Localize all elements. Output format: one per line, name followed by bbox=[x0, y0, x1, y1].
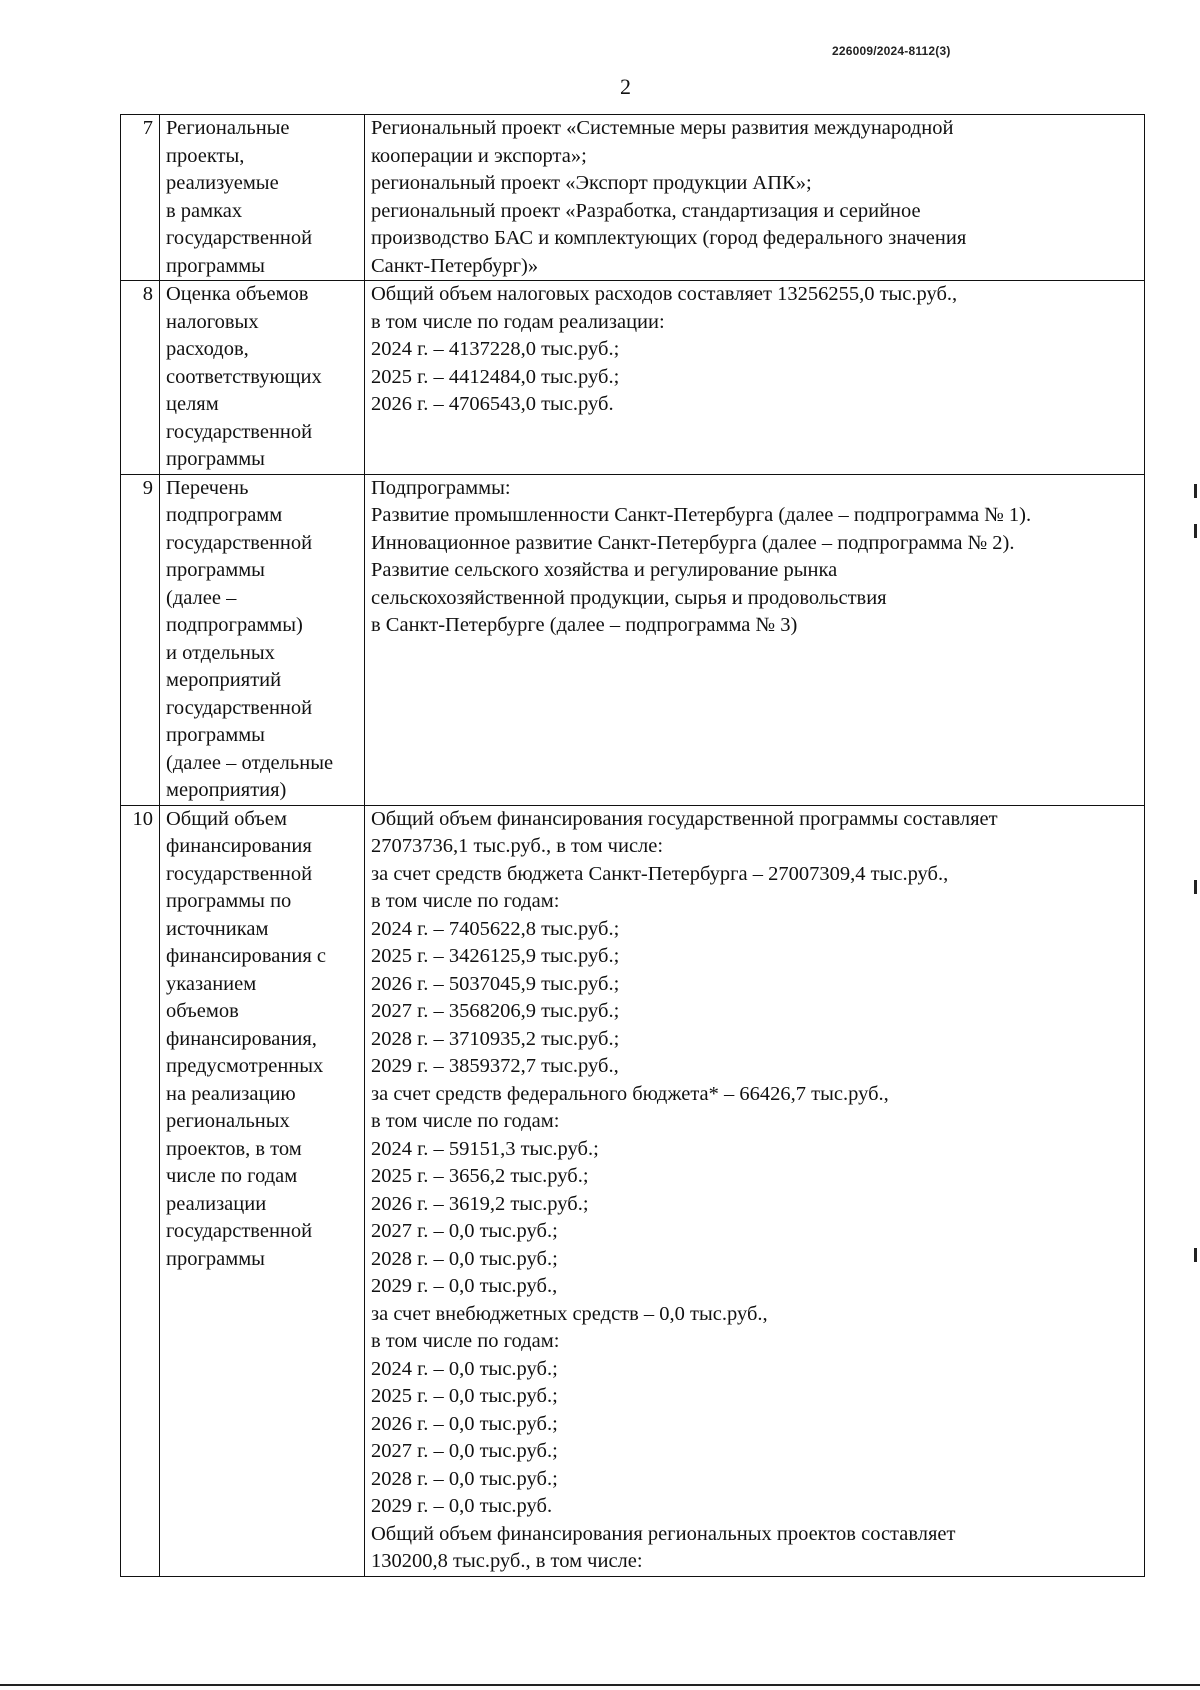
label-line: реализации bbox=[166, 1192, 267, 1215]
label-line: указанием bbox=[166, 972, 257, 995]
table-row bbox=[121, 474, 1145, 805]
label-line: финансирования bbox=[166, 835, 312, 857]
row-number: 9 bbox=[121, 474, 160, 805]
label-line: источникам bbox=[166, 917, 269, 940]
label-line: реализуемые bbox=[166, 172, 279, 194]
label-line: подпрограммы) bbox=[166, 614, 303, 636]
label-line: соответствующих bbox=[166, 365, 322, 388]
row-content bbox=[365, 115, 1145, 281]
label-line: государственной bbox=[166, 862, 313, 885]
content-line: в том числе по годам: bbox=[371, 1110, 560, 1132]
content-line: в том числе по годам: bbox=[371, 1330, 560, 1352]
content-line: 2026 г. – 3619,2 тыс.руб.; bbox=[371, 1192, 589, 1215]
label-line: (далее – bbox=[166, 586, 237, 609]
content-line: Санкт-Петербург)» bbox=[371, 254, 539, 277]
label-line: программы bbox=[166, 448, 265, 470]
row-number: 7 bbox=[121, 115, 160, 281]
label-line: числе по годам bbox=[166, 1165, 298, 1187]
content-line: Общий объем налоговых расходов составляет 13256255,0 тыс.руб., bbox=[371, 283, 958, 305]
scan-edge-mark bbox=[1194, 484, 1197, 498]
row-label bbox=[160, 805, 365, 1576]
content-line: 2027 г. – 0,0 тыс.руб.; bbox=[371, 1440, 558, 1462]
label-line: и отдельных bbox=[166, 641, 275, 664]
content-line: 2025 г. – 4412484,0 тыс.руб.; bbox=[371, 365, 620, 388]
label-line: Перечень bbox=[166, 476, 249, 499]
label-line: подпрограмм bbox=[166, 504, 283, 526]
content-line: 130200,8 тыс.руб., в том числе: bbox=[371, 1550, 643, 1572]
row-number: 8 bbox=[121, 281, 160, 475]
content-line: 2028 г. – 0,0 тыс.руб.; bbox=[371, 1467, 558, 1490]
label-line: государственной bbox=[166, 531, 313, 554]
label-line: программы bbox=[166, 724, 265, 746]
content-line: 2024 г. – 4137228,0 тыс.руб.; bbox=[371, 338, 620, 360]
label-line: целям bbox=[166, 393, 219, 415]
label-line: программы bbox=[166, 254, 265, 277]
content-line: производство БАС и комплектующих (город федерального значения bbox=[371, 227, 967, 249]
content-line: 2029 г. – 0,0 тыс.руб., bbox=[371, 1275, 558, 1297]
content-line: 2028 г. – 0,0 тыс.руб.; bbox=[371, 1247, 558, 1270]
scan-bottom-edge bbox=[0, 1684, 1200, 1686]
content-line: сельскохозяйственной продукции, сырья и продовольствия bbox=[371, 586, 887, 609]
label-line: налоговых bbox=[166, 310, 259, 333]
content-line: Инновационное развитие Санкт-Петербурга (далее – подпрограмма № 2). bbox=[371, 531, 1015, 554]
content-line: в Санкт-Петербурге (далее – подпрограмма № 3) bbox=[371, 614, 798, 636]
content-line: Развитие сельского хозяйства и регулирование рынка bbox=[371, 559, 838, 581]
row-content bbox=[365, 474, 1145, 805]
content-line: 2026 г. – 4706543,0 тыс.руб. bbox=[371, 393, 614, 415]
content-line: 2026 г. – 5037045,9 тыс.руб.; bbox=[371, 972, 620, 995]
content-line: Общий объем финансирования региональных проектов составляет bbox=[371, 1522, 956, 1545]
table-row bbox=[121, 281, 1145, 475]
label-line: предусмотренных bbox=[166, 1055, 324, 1077]
content-line: Общий объем финансирования государственной программы составляет bbox=[371, 807, 998, 830]
label-line: программы bbox=[166, 1247, 265, 1270]
label-line: на реализацию bbox=[166, 1082, 296, 1105]
content-line: за счет средств федерального бюджета* – 66426,7 тыс.руб., bbox=[371, 1082, 889, 1105]
content-line: 2025 г. – 3656,2 тыс.руб.; bbox=[371, 1165, 589, 1187]
program-passport-table bbox=[120, 114, 1145, 1577]
label-line: (далее – отдельные bbox=[166, 751, 334, 774]
content-line: 2024 г. – 0,0 тыс.руб.; bbox=[371, 1357, 558, 1380]
label-line: объемов bbox=[166, 1000, 239, 1022]
label-line: финансирования, bbox=[166, 1027, 317, 1050]
content-line: 2024 г. – 7405622,8 тыс.руб.; bbox=[371, 917, 620, 940]
content-line: в том числе по годам: bbox=[371, 890, 560, 912]
row-label bbox=[160, 281, 365, 475]
label-line: региональных bbox=[166, 1110, 290, 1132]
row-number: 10 bbox=[121, 805, 160, 1576]
content-line: за счет внебюджетных средств – 0,0 тыс.руб., bbox=[371, 1302, 768, 1325]
content-line: Региональный проект «Системные меры развития международной bbox=[371, 117, 954, 139]
content-line: 2027 г. – 0,0 тыс.руб.; bbox=[371, 1220, 558, 1242]
content-line: 2026 г. – 0,0 тыс.руб.; bbox=[371, 1412, 558, 1435]
content-line: региональный проект «Экспорт продукции АПК»; bbox=[371, 172, 812, 194]
content-line: региональный проект «Разработка, стандартизация и серийное bbox=[371, 199, 921, 222]
content-line: 2028 г. – 3710935,2 тыс.руб.; bbox=[371, 1027, 620, 1050]
label-line: в рамках bbox=[166, 199, 243, 222]
content-line: 2025 г. – 0,0 тыс.руб.; bbox=[371, 1385, 558, 1407]
label-line: мероприятий bbox=[166, 669, 282, 691]
label-line: проектов, в том bbox=[166, 1137, 302, 1160]
label-line: финансирования с bbox=[166, 945, 326, 967]
table-row bbox=[121, 115, 1145, 281]
scan-edge-mark bbox=[1194, 1248, 1197, 1262]
scan-edge-mark bbox=[1194, 880, 1197, 894]
label-line: проекты, bbox=[166, 144, 245, 167]
content-line: 2025 г. – 3426125,9 тыс.руб.; bbox=[371, 945, 620, 967]
content-line: Развитие промышленности Санкт-Петербурга (далее – подпрограмма № 1). bbox=[371, 504, 1032, 526]
label-line: мероприятия) bbox=[166, 779, 287, 801]
label-line: расходов, bbox=[166, 338, 249, 360]
label-line: государственной bbox=[166, 420, 313, 443]
label-line: государственной bbox=[166, 227, 313, 249]
label-line: программы по bbox=[166, 890, 292, 912]
label-line: программы bbox=[166, 559, 265, 581]
table-body bbox=[121, 115, 1145, 1577]
label-line: государственной bbox=[166, 1220, 313, 1242]
document-id: 226009/2024-8112(3) bbox=[832, 44, 951, 58]
content-line: кооперации и экспорта»; bbox=[371, 144, 587, 167]
content-line: 2029 г. – 3859372,7 тыс.руб., bbox=[371, 1055, 619, 1077]
label-line: Общий объем bbox=[166, 807, 287, 830]
content-line: Подпрограммы: bbox=[371, 476, 511, 499]
content-line: за счет средств бюджета Санкт-Петербурга – 27007309,4 тыс.руб., bbox=[371, 862, 949, 885]
row-label bbox=[160, 474, 365, 805]
row-content bbox=[365, 281, 1145, 475]
row-content bbox=[365, 805, 1145, 1576]
content-line: 2029 г. – 0,0 тыс.руб. bbox=[371, 1495, 553, 1517]
content-line: 27073736,1 тыс.руб., в том числе: bbox=[371, 835, 664, 857]
scan-edge-mark bbox=[1194, 524, 1197, 538]
label-line: Региональные bbox=[166, 117, 290, 139]
label-line: Оценка объемов bbox=[166, 283, 309, 305]
row-label bbox=[160, 115, 365, 281]
content-line: в том числе по годам реализации: bbox=[371, 310, 665, 333]
content-line: 2027 г. – 3568206,9 тыс.руб.; bbox=[371, 1000, 620, 1022]
label-line: государственной bbox=[166, 696, 313, 719]
table-row bbox=[121, 805, 1145, 1576]
page-number: 2 bbox=[620, 74, 631, 99]
content-line: 2024 г. – 59151,3 тыс.руб.; bbox=[371, 1137, 599, 1160]
